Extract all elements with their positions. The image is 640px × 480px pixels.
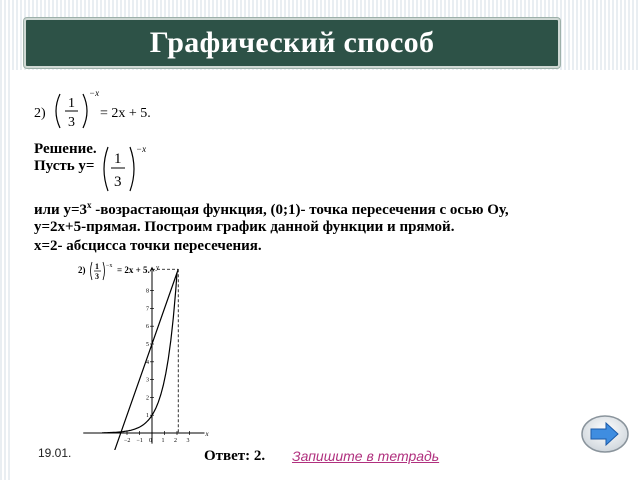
- arrow-right-icon: [580, 414, 630, 454]
- x-tick-label: 1: [161, 438, 165, 444]
- y-tick-label: 3: [146, 377, 149, 384]
- y-axis-label: y: [156, 263, 160, 272]
- let-exponent: −x: [136, 144, 147, 154]
- x-tick-label: 0: [149, 438, 152, 444]
- curve-3-to-x: [102, 273, 177, 433]
- graph-eq-frac-num: 1: [95, 262, 99, 271]
- solution-line-3: х=2- абсцисса точки пересечения.: [34, 238, 262, 254]
- write-in-notebook-link[interactable]: Запишите в тетрадь: [292, 448, 440, 464]
- left-stripe-decoration: [0, 62, 10, 480]
- x-tick-label: 3: [186, 438, 190, 444]
- line-2x-plus-5: [86, 269, 179, 450]
- slide-title: Графический способ: [149, 26, 435, 59]
- y-tick-label: 5: [146, 342, 149, 348]
- problem-exponent: −x: [89, 88, 100, 98]
- y-tick-label: 6: [146, 324, 149, 331]
- y-tick-label: 2: [146, 395, 149, 402]
- let-frac-num: 1: [114, 151, 122, 167]
- next-slide-button[interactable]: [580, 414, 630, 454]
- problem-rhs: = 2x + 5.: [100, 106, 151, 121]
- graph-figure: [70, 258, 220, 450]
- problem-frac-num: 1: [68, 96, 75, 111]
- y-tick-label: 7: [146, 306, 149, 313]
- x-tick-label: −1: [136, 438, 143, 444]
- let-frac-den: 3: [114, 174, 122, 190]
- problem-frac-den: 3: [68, 115, 75, 130]
- line1-sup: x: [87, 200, 92, 210]
- let-fraction: [100, 143, 160, 195]
- solution-line-2: у=2х+5-прямая. Построим график данной функции и прямой.: [34, 219, 455, 235]
- problem-number: 2): [34, 106, 46, 121]
- y-tick-label: 1: [146, 413, 149, 420]
- graph-eq-exp: −x: [106, 263, 113, 269]
- answer-text: Ответ: 2.: [204, 448, 266, 464]
- graph-eq-rhs: = 2x + 5.: [117, 265, 150, 275]
- title-banner: [24, 18, 560, 68]
- x-axis-label: x: [205, 430, 209, 438]
- graph-eq-frac-den: 3: [95, 272, 99, 281]
- x-tick-label: 2: [174, 438, 177, 444]
- solution-heading: Решение.: [34, 141, 97, 157]
- x-tick-label: −2: [124, 438, 131, 444]
- problem-equation: [34, 88, 204, 136]
- plot-area: [83, 263, 209, 450]
- let-text: Пусть у=: [34, 158, 95, 174]
- line1-suffix: -возрастающая функция, (0;1)- точка пересечения с осью Оу,: [91, 202, 509, 218]
- y-tick-label: 8: [146, 288, 149, 295]
- solution-line-1: [34, 200, 509, 219]
- y-tick-label: 4: [146, 359, 149, 366]
- date-footer: 19.01.: [38, 446, 72, 460]
- line1-prefix: или у=3: [34, 202, 87, 218]
- graph-eq-number: 2): [78, 265, 86, 275]
